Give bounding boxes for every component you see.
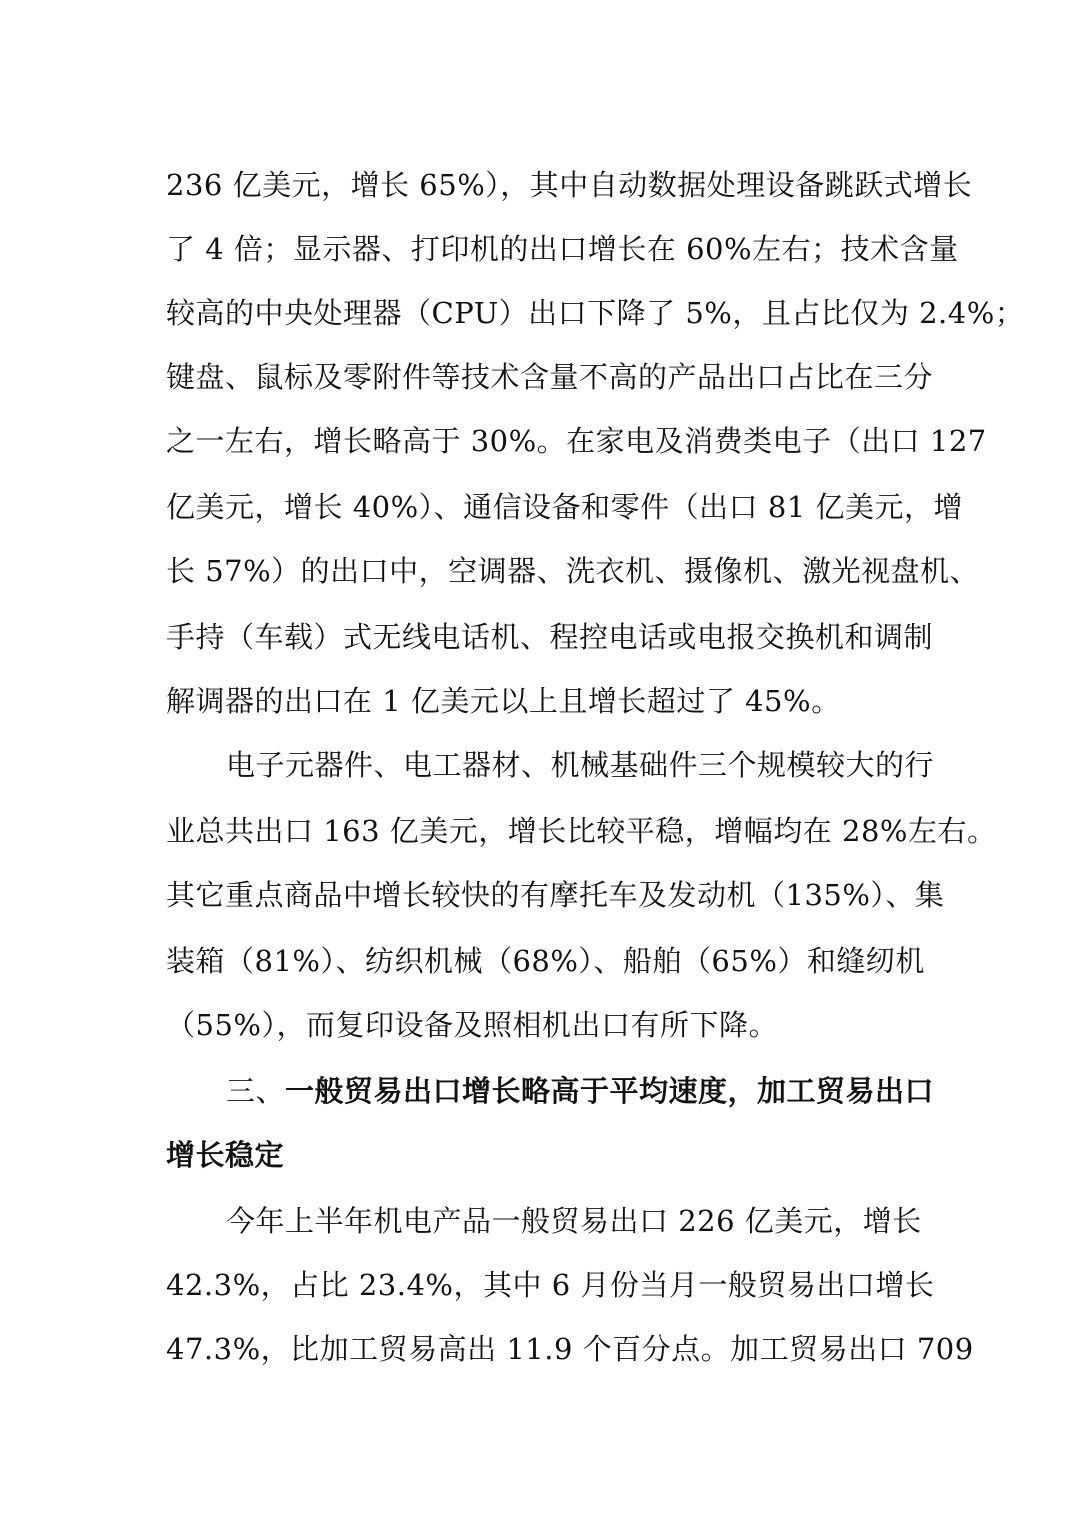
paragraph-3-line-1: 今年上半年机电产品一般贸易出口 226 亿美元，增长 [226, 1204, 922, 1238]
paragraph-2-line-3: 其它重点商品中增长较快的有摩托车及发动机（135%）、集 [166, 878, 945, 912]
section-heading-line-1 [226, 1071, 935, 1111]
paragraph-1-line-9: 解调器的出口在 1 亿美元以上且增长超过了 45%。 [166, 684, 841, 718]
paragraph-1-line-4: 键盘、鼠标及零附件等技术含量不高的产品出口占比在三分 [166, 360, 934, 394]
paragraph-1-line-7: 长 57%）的出口中，空调器、洗衣机、摄像机、激光视盘机、 [166, 554, 980, 588]
paragraph-1-line-2: 了 4 倍；显示器、打印机的出口增长在 60%左右；技术含量 [166, 232, 959, 266]
paragraph-2-line-4: 装箱（81%）、纺织机械（68%）、船舶（65%）和缝纫机 [166, 944, 925, 978]
paragraph-1-line-8: 手持（车载）式无线电话机、程控电话或电报交换机和调制 [166, 620, 934, 654]
paragraph-3-line-2: 42.3%，占比 23.4%，其中 6 月份当月一般贸易出口增长 [166, 1268, 935, 1302]
paragraph-1-line-1: 236 亿美元，增长 65%），其中自动数据处理设备跳跃式增长 [166, 168, 973, 202]
section-heading-title: 一般贸易出口增长略高于平均速度，加工贸易出口 [285, 1074, 935, 1108]
paragraph-2-line-2: 业总共出口 163 亿美元，增长比较平稳，增幅均在 28%左右。 [166, 814, 997, 848]
paragraph-2-line-5: （55%），而复印设备及照相机出口有所下降。 [166, 1008, 778, 1042]
paragraph-2-line-1: 电子元器件、电工器材、机械基础件三个规模较大的行 [226, 748, 935, 782]
paragraph-3-line-3: 47.3%，比加工贸易高出 11.9 个百分点。加工贸易出口 709 [166, 1332, 974, 1366]
section-heading-number: 三、 [226, 1074, 286, 1108]
paragraph-1-line-3: 较高的中央处理器（CPU）出口下降了 5%，且占比仅为 2.4%； [166, 296, 1025, 330]
section-heading-line-2: 增长稳定 [166, 1138, 285, 1172]
paragraph-1-line-5: 之一左右，增长略高于 30%。在家电及消费类电子（出口 127 [166, 424, 987, 458]
paragraph-1-line-6: 亿美元，增长 40%）、通信设备和零件（出口 81 亿美元，增 [166, 490, 964, 524]
